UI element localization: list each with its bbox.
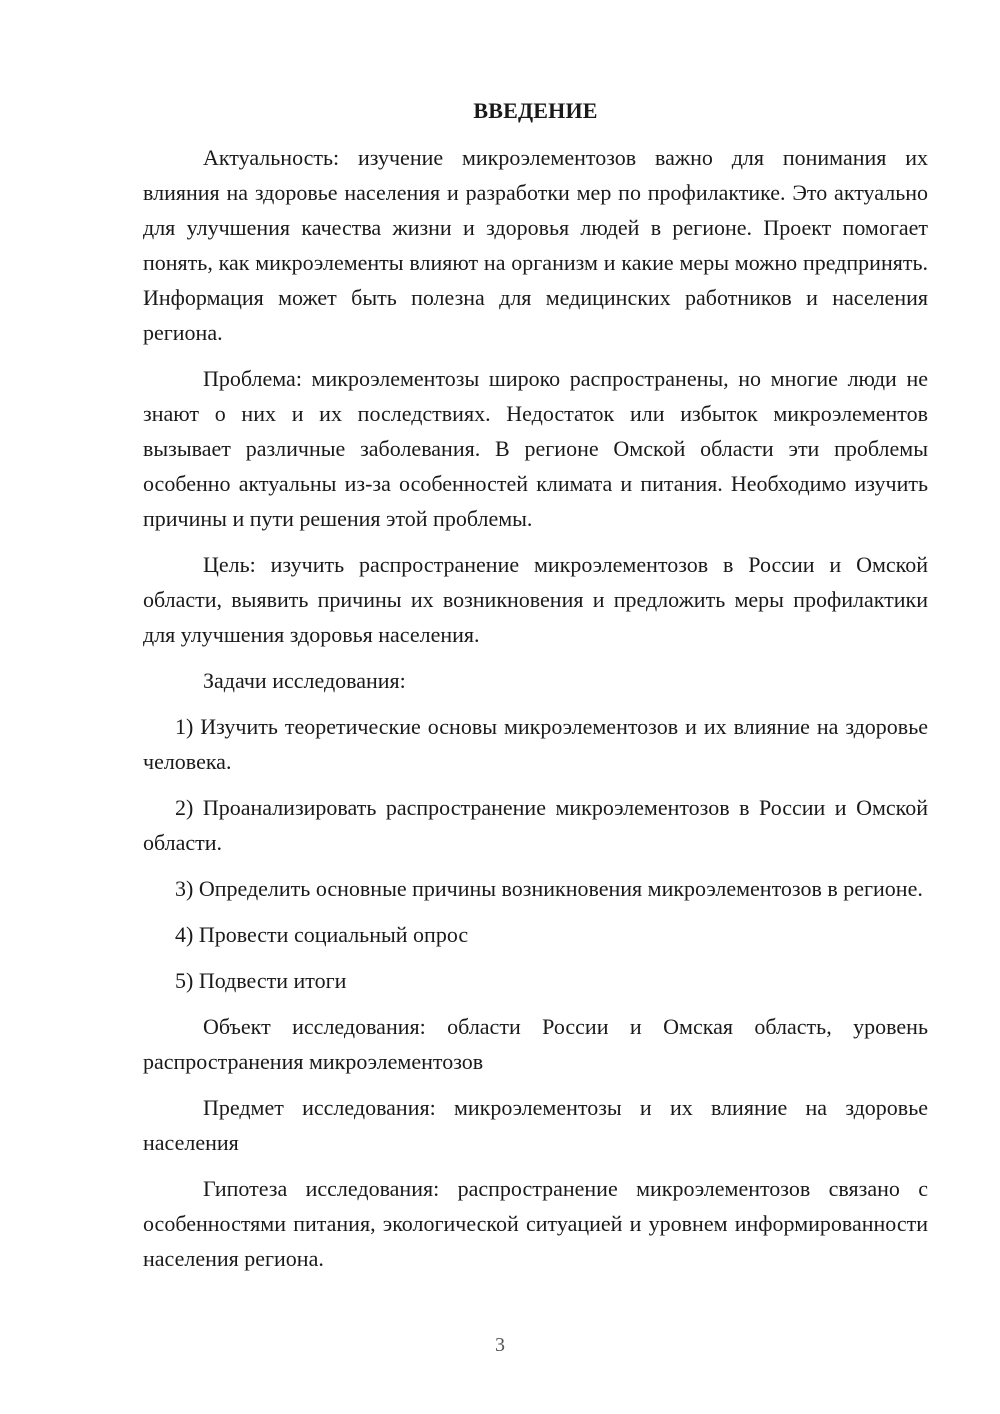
task-item-5: 5) Подвести итоги <box>175 968 347 993</box>
task-item-1: 1) Изучить теоретические основы микроэлементозов и их влияние на здоровье человека. <box>143 714 928 774</box>
paragraph-goal: Цель: изучить распространение микроэлементозов в России и Омской области, выявить причины их возникновения и предложить меры профилактики для улучшения здоровья населения. <box>143 552 928 647</box>
paragraph-hypothesis: Гипотеза исследования: распространение микроэлементозов связано с особенностями питания, экологической ситуацией и уровнем информированности населения региона. <box>143 1176 928 1271</box>
task-item-4: 4) Провести социальный опрос <box>175 922 469 947</box>
paragraph-subject: Предмет исследования: микроэлементозы и их влияние на здоровье населения <box>143 1095 928 1155</box>
paragraph-tasks-heading: Задачи исследования: <box>203 668 406 693</box>
task-item-3: 3) Определить основные причины возникновения микроэлементозов в регионе. <box>175 876 923 901</box>
document-page <box>143 96 928 1287</box>
paragraph-problem: Проблема: микроэлементозы широко распространены, но многие люди не знают о них и их последствиях. Недостаток или избыток микроэлементов вызывает различные заболевания. В регионе Омской области эти проблемы особенно актуальны из-за особенностей климата и питания. Необходимо изучить причины и пути решения этой проблемы. <box>143 366 928 531</box>
page-title: ВВЕДЕНИЕ <box>473 98 598 123</box>
paragraph-relevance: Актуальность: изучение микроэлементозов важно для понимания их влияния на здоровье населения и разработки мер по профилактике. Это актуально для улучшения качества жизни и здоровья людей в регионе. Проект помогает понять, как микроэлементы влияют на организм и какие меры можно предпринять. Информация может быть полезна для медицинских работников и населения региона. <box>143 145 928 345</box>
paragraph-object: Объект исследования: области России и Омская область, уровень распространения микроэлементозов <box>143 1014 928 1074</box>
page-number: 3 <box>495 1334 505 1356</box>
task-item-2: 2) Проанализировать распространение микроэлементозов в России и Омской области. <box>143 795 928 855</box>
